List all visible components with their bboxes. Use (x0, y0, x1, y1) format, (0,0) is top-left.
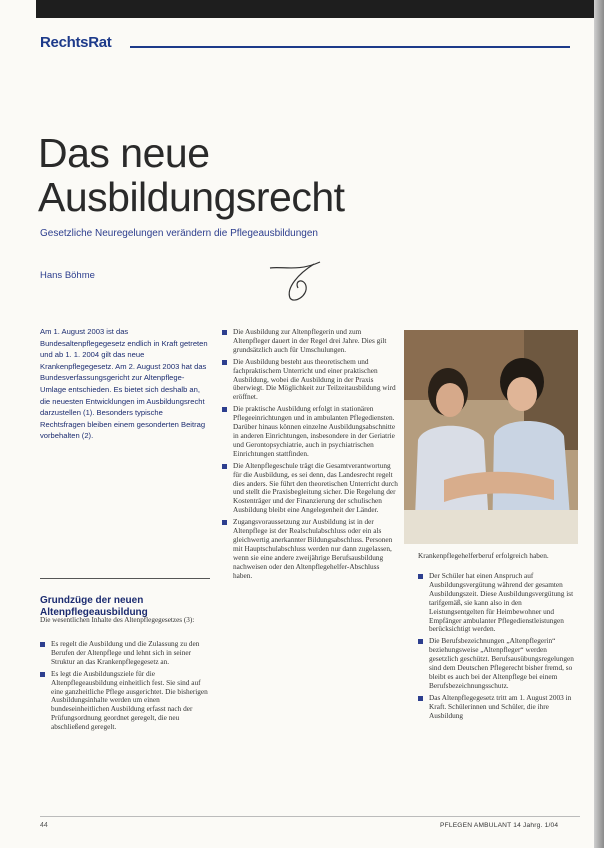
list-item: Die Berufsbezeichnungen „Altenpflegerin“ beziehungsweise „Altenpfleger“ werden gesetzlich geschützt. Berufsausübungsregelungen sind dem Deutschen Pflegerecht bisher fremd, so bleibt es auch bei der Altenpflege bei einem Berufsbezeichnungsschutz. (418, 637, 574, 690)
list-item: Der Schüler hat einen Anspruch auf Ausbildungsvergütung während der gesamten Ausbildungszeit. Diese Ausbildungsvergütung ist tarifgemäß, sie kann also in den Leistungsentgelten für Heimbewohner und Empfänger ambulanter Pflegedienstleistungen berücksichtigt werden. (418, 572, 574, 634)
photo-illustration (404, 330, 578, 544)
list-item: Die Altenpflegeschule trägt die Gesamtverantwortung für die Ausbildung, es sei denn, das Landesrecht regelt dies anders. Sie führt den theoretischen Unterricht durch und stellt die Praxisbegleitung sicher. Die Regelung der Kostenträger und der Finanzierung der schulischen Ausbildung bleibt eine Angelegenheit der Länder. (222, 462, 398, 515)
heading-line-1: Grundzüge der neuen (40, 595, 144, 607)
list-item: Das Altenpflegegesetz tritt am 1. August 2003 in Kraft. Schülerinnen und Schüler, die ihre Ausbildung (418, 694, 574, 721)
page-number: 44 (40, 822, 48, 829)
list-item: Die Ausbildung besteht aus theoretischem und fachpraktischem Unterricht und einer praktischen Ausbildung, wobei die Ausbildung in der Praxis überwiegt. Die Möglichkeit zur Teilzeitausbildung wird eröffnet. (222, 358, 398, 403)
left-bullet-list (40, 640, 208, 735)
title-line-1: Das neue (38, 130, 210, 177)
intro-paragraph (40, 326, 210, 442)
leadin-text: Die wesentlichen Inhalte des Altenpflegegesetzes (3): (40, 616, 195, 624)
scan-edge-shadow (594, 0, 604, 848)
list-item: Die praktische Ausbildung erfolgt in stationären Pflegeeinrichtungen und in ambulanten Pflegediensten. Darüber hinaus können einzelne Ausbildungsabschnitte in anderen Einrichtungen, insbesondere in der Geriatrie und Gerontopsychiatrie, auch in psychiatrischen Einrichtungen stattfinden. (222, 405, 398, 458)
list-item: Es legt die Ausbildungsziele für die Altenpflegeausbildung einheitlich fest. Sie sind auf eine ganzheitliche Pflege ausgerichtet. Die bisherigen Ausbildungsinhalte werden um einen bundeseinheitlichen Ausbildung erfasst nach der Prüfungsordnung geordnet geregelt, die neu abschließend geregelt. (40, 670, 208, 732)
heading-line-2: Altenpflegeausbildung (40, 607, 148, 619)
right-column-continuation: Krankenpflegehelferberuf erfolgreich haben. (418, 551, 549, 560)
title-line-2: Ausbildungsrecht (38, 174, 345, 221)
subtitle: Gesetzliche Neuregelungen verändern die Pflegeausbildungen (40, 228, 318, 239)
list-item: Zugangsvoraussetzung zur Ausbildung ist in der Altenpflege ist der Realschulabschluss oder ein als gleichwertig anerkannter Bildungsabschluss. Personen mit Hauptschulabschluss werden nur dann zugelassen, wenn sie eine andere zweijährige Berufsausbildung nachweisen oder den Altenpflegehelfer-Abschluss haben. (222, 518, 398, 580)
page-title (38, 131, 345, 219)
list-item: Die Ausbildung zur Altenpflegerin und zum Altenpfleger dauert in der Regel drei Jahre. Dies gilt grundsätzlich auch für Umschulungen. (222, 328, 398, 355)
section-rule (130, 46, 570, 48)
nursing-photo (404, 330, 578, 544)
footer-rule (40, 816, 580, 817)
right-bullet-list (418, 572, 574, 724)
section-label: RechtsRat (40, 34, 112, 51)
author: Hans Böhme (40, 270, 95, 281)
handwritten-signature (268, 258, 328, 304)
scan-edge-bar (36, 0, 604, 18)
heading-rule (40, 578, 210, 579)
list-item: Es regelt die Ausbildung und die Zulassung zu den Berufen der Altenpflege und lehnt sich in seiner Struktur an das Krankenpflegegesetz an. (40, 640, 208, 667)
intro-text: Am 1. August 2003 ist das Bundesaltenpflegegesetz endlich in Kraft getreten und ab 1. 1. 2004 gilt das neue Krankenpflegegesetz. Am 2. August 2003 hat das Bundesverfassungsgericht zur Altenpflege-Umlage entschieden. Es bietet sich deshalb an, die neuesten Entwicklungen im Ausbildungsrecht darzustellen (1). Besonders typische Rechtsfragen bleiben einem gesonderten Beitrag vorbehalten (2). (40, 327, 208, 441)
middle-bullet-list (222, 328, 398, 583)
footer-journal: PFLEGEN AMBULANT 14 Jahrg. 1/04 (440, 822, 559, 829)
